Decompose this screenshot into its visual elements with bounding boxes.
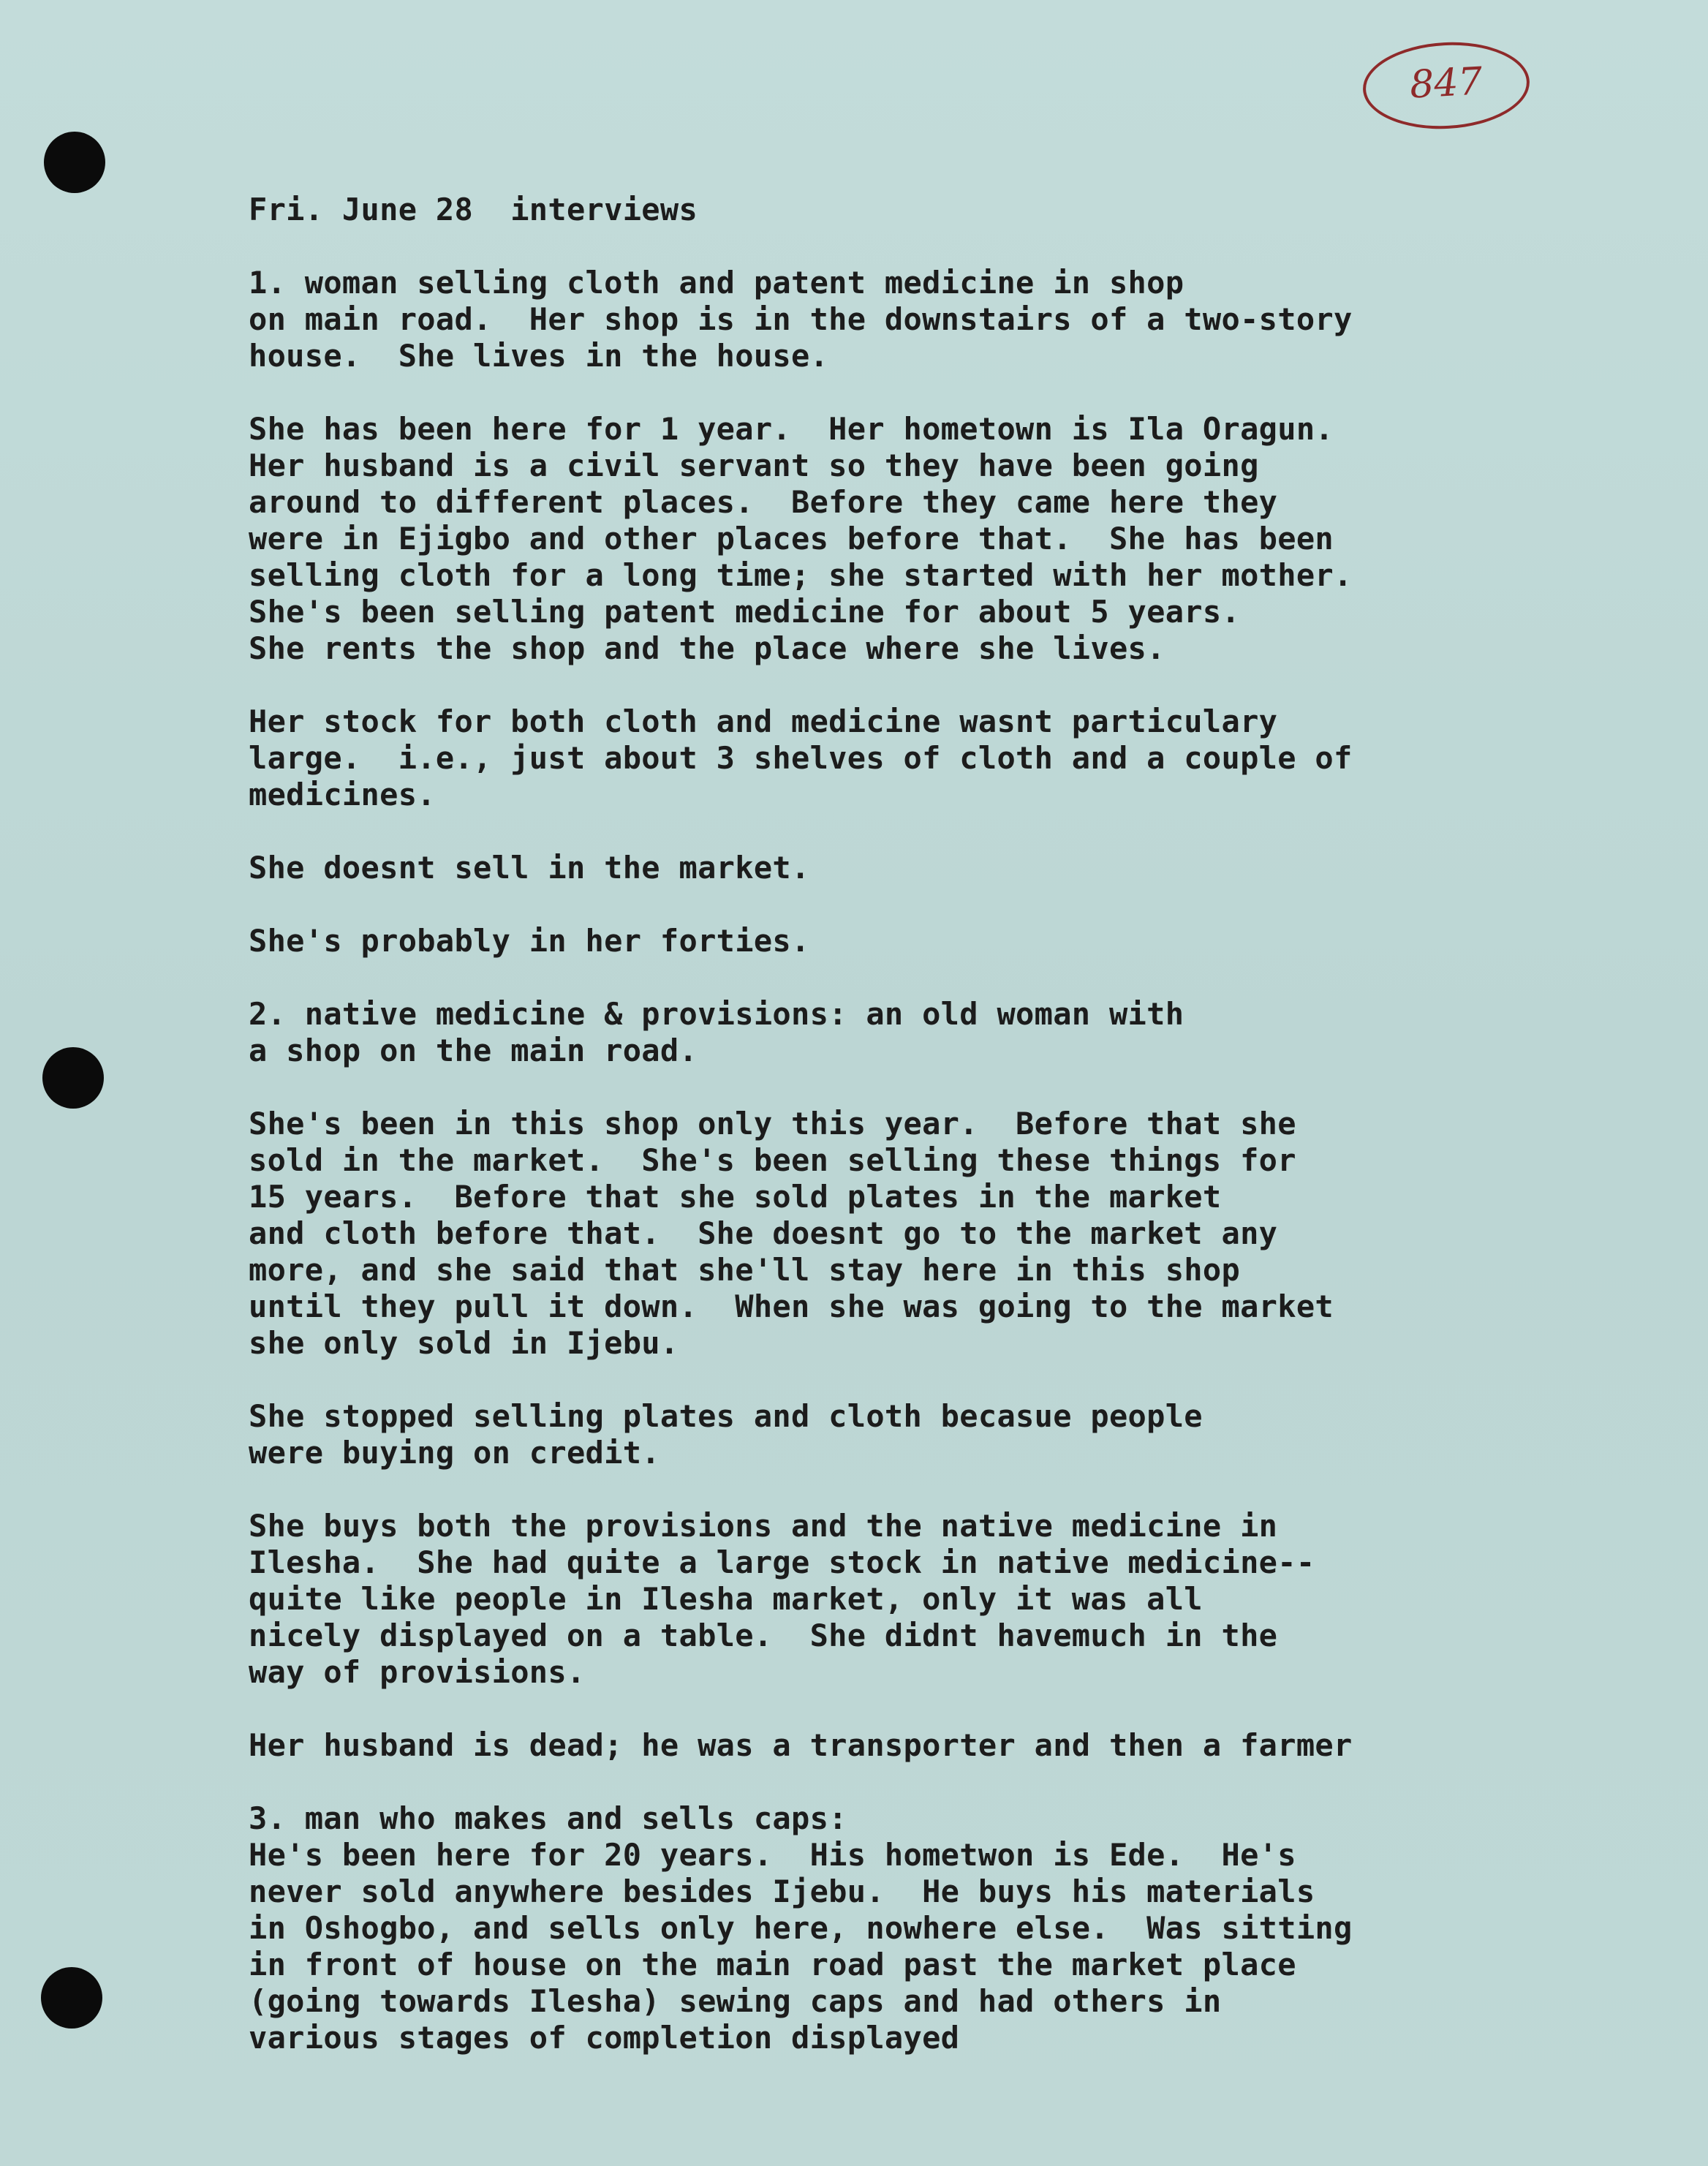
paragraph-line: were buying on credit. xyxy=(249,1435,660,1471)
binder-hole-top xyxy=(44,132,105,193)
paragraph-line: selling cloth for a long time; she started with her mother. xyxy=(249,557,1353,593)
paragraph-line: (going towards Ilesha) sewing caps and had others in xyxy=(249,1983,1222,2019)
paragraph-line: and cloth before that. She doesnt go to the market any xyxy=(249,1215,1278,1251)
paragraph-line: in front of house on the main road past the market place xyxy=(249,1947,1296,1982)
paragraph-line: She stopped selling plates and cloth becasue people xyxy=(249,1398,1203,1434)
paragraph-line: various stages of completion displayed xyxy=(249,2020,960,2056)
paragraph-line: She doesnt sell in the market. xyxy=(249,850,810,886)
paragraph-line: around to different places. Before they came here they xyxy=(249,484,1278,520)
paragraph-line: Ilesha. She had quite a large stock in native medicine-- xyxy=(249,1544,1315,1580)
paragraph-line: Her husband is a civil servant so they have been going xyxy=(249,448,1259,483)
page-number: 847 xyxy=(1408,59,1484,107)
document-heading: Fri. June 28 interviews xyxy=(249,192,698,227)
paragraph-line: 2. native medicine & provisions: an old woman with xyxy=(249,996,1184,1032)
page-number-stamp xyxy=(1361,38,1532,133)
paragraph-line: She has been here for 1 year. Her hometown is Ila Oragun. xyxy=(249,411,1334,447)
paragraph-line: Her husband is dead; he was a transporter and then a farmer xyxy=(249,1727,1353,1763)
paragraph-line: she only sold in Ijebu. xyxy=(249,1325,679,1361)
paragraph-line: on main road. Her shop is in the downstairs of a two-story xyxy=(249,301,1353,337)
paragraph-line: more, and she said that she'll stay here in this shop xyxy=(249,1252,1241,1288)
paragraph-line: She rents the shop and the place where she lives. xyxy=(249,630,1165,666)
paragraph-line: 15 years. Before that she sold plates in the market xyxy=(249,1179,1222,1215)
paragraph-line: Her stock for both cloth and medicine wasnt particulary xyxy=(249,703,1278,739)
paragraph-line: in Oshogbo, and sells only here, nowhere else. Was sitting xyxy=(249,1910,1353,1946)
paragraph-line: large. i.e., just about 3 shelves of cloth and a couple of xyxy=(249,740,1353,776)
paragraph-line: She buys both the provisions and the native medicine in xyxy=(249,1508,1278,1544)
paragraph-line: 3. man who makes and sells caps: xyxy=(249,1800,847,1836)
paragraph-line: sold in the market. She's been selling these things for xyxy=(249,1142,1296,1178)
paragraph-line: She's probably in her forties. xyxy=(249,923,810,959)
binder-hole-bottom xyxy=(41,1967,102,2029)
paragraph-line: She's been selling patent medicine for about 5 years. xyxy=(249,594,1241,630)
paragraph-line: nicely displayed on a table. She didnt havemuch in the xyxy=(249,1618,1278,1653)
paragraph-line: quite like people in Ilesha market, only it was all xyxy=(249,1581,1203,1617)
paragraph-line: 1. woman selling cloth and patent medicine in shop xyxy=(249,265,1184,301)
typed-document-body xyxy=(249,192,1557,2056)
paragraph-line: until they pull it down. When she was going to the market xyxy=(249,1288,1334,1324)
paragraph-line: never sold anywhere besides Ijebu. He buys his materials xyxy=(249,1873,1315,1909)
paragraph-line: He's been here for 20 years. His hometwon is Ede. He's xyxy=(249,1837,1296,1873)
paragraph-line: medicines. xyxy=(249,777,436,812)
paragraph-line: way of provisions. xyxy=(249,1654,586,1690)
binder-hole-middle xyxy=(42,1047,104,1109)
paragraph-line: house. She lives in the house. xyxy=(249,338,829,374)
paragraph-line: She's been in this shop only this year. Before that she xyxy=(249,1106,1296,1142)
paragraph-line: a shop on the main road. xyxy=(249,1033,698,1068)
paragraph-line: were in Ejigbo and other places before that. She has been xyxy=(249,521,1334,556)
